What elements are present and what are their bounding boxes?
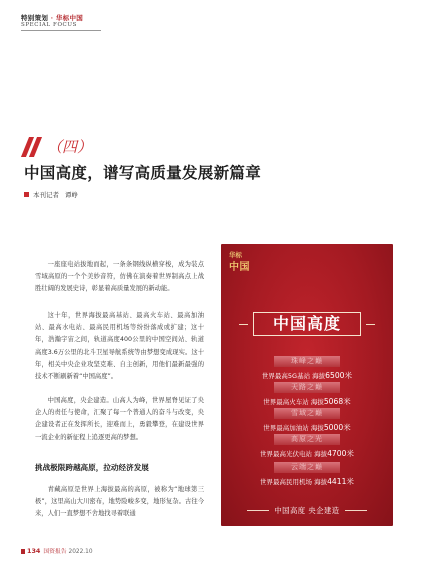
header-rule [21, 30, 101, 31]
poster-footer [221, 500, 393, 519]
article-title: 中国高度，谱写高质量发展新篇章 [24, 164, 262, 182]
byline-role: 本刊记者 [33, 191, 59, 199]
tier-text: 世界最高民用机场 海拔 [260, 478, 328, 486]
tier-text: 世界最高加油站 海拔 [263, 424, 324, 432]
byline [24, 190, 78, 199]
tier-label: 高原之光 [274, 434, 340, 445]
paragraph-text: 一座座电站拔地而起，一条条钢线纵横穿梭，成为装点雪域高原的一个个美妙音符，仿佛在演奏着世界制高点上战胜壮阔的发展史诗，彰显着高质量发展的新动能。 [35, 261, 204, 293]
page-marker-icon [21, 549, 25, 554]
tier-number: 6500米 [325, 371, 353, 380]
paragraph-text: 这十年，世界海拔最高基站、最高火车站、最高加油站、最高水电站、最高民用机场等纷纷落成或扩建；这十年，浩瀚宇宙之间，轨道高度400公里的中国空间站、轨道高度3.6万公里的北斗卫星导航系统等由梦想变成现实。这十年，相关中央企业攻坚克难、自主创新，用他们最新最强的技术不断刷新着“中国高度”。 [35, 312, 204, 381]
poster-tier [221, 454, 393, 487]
article-paragraph-4 [35, 484, 204, 521]
tier-label: 雪域之巅 [274, 408, 340, 419]
footer-line-right [345, 510, 367, 511]
article-paragraph-2 [35, 310, 204, 383]
column-english: SPECIAL FOCUS [21, 22, 77, 28]
byline-name: 谭峥 [65, 191, 78, 199]
poster-logo [229, 250, 255, 276]
paragraph-text: 青藏高原是世界上海拔最高的高原，被称为“地球第三极”，这里高山大川密布，地势险峻多变，地形复杂。古往今来，人们一直梦想不舍地找寻着联通 [35, 486, 204, 518]
column-name: 特别策划 [21, 14, 49, 22]
column-heading [21, 13, 83, 22]
section-number: （四） [47, 138, 93, 156]
article-paragraph-1 [35, 259, 204, 296]
tier-number: 5068米 [323, 397, 351, 406]
poster-footer-text: 中国高度 央企建造 [274, 505, 340, 515]
logo-main-text: 中国 [229, 262, 250, 273]
article-subheading: 挑战极限跨越高原，拉动经济发展 [35, 463, 149, 472]
tier-number: 5000米 [323, 423, 351, 432]
title-line-right [366, 324, 375, 325]
page-footer [21, 546, 93, 555]
tier-label: 珠峰之巅 [274, 356, 340, 367]
tier-label: 云端之巅 [274, 462, 340, 473]
tier-text: 世界最高5G基站 海拔 [261, 372, 326, 380]
article-paragraph-3 [35, 395, 204, 444]
byline-square-icon [24, 192, 29, 197]
tier-text: 世界最高光伏电站 海拔 [260, 450, 328, 458]
footer-line-left [247, 510, 269, 511]
poster-title-frame [239, 312, 375, 338]
title-line-left [239, 324, 248, 325]
publication-name: 国资报告 [43, 549, 67, 555]
poster-title: 中国高度 [253, 312, 361, 336]
tier-text: 世界最高火车站 海拔 [263, 398, 324, 406]
page-number: 134 [27, 547, 41, 555]
column-separator: · [48, 14, 56, 22]
logo-top-text: 华标 [229, 251, 242, 259]
poster-image [221, 244, 393, 526]
tier-number: 4411米 [327, 477, 354, 486]
column-subname: 华标中国 [55, 14, 84, 22]
issue-date: 2022.10 [68, 549, 93, 555]
paragraph-text: 中国高度，央企建造。山高人为峰，世界屋脊见证了央企人的责任与使命，汇聚了每一个普通人的奋斗与改变，央企建设者正在发挥所长，迎难而上，勇毅攀登，在建设世界一流企业的新征程上追逐更高的梦想。 [35, 397, 204, 441]
tier-label: 天路之巅 [274, 382, 340, 393]
tier-value [221, 476, 393, 487]
tier-number: 4700米 [327, 449, 354, 458]
